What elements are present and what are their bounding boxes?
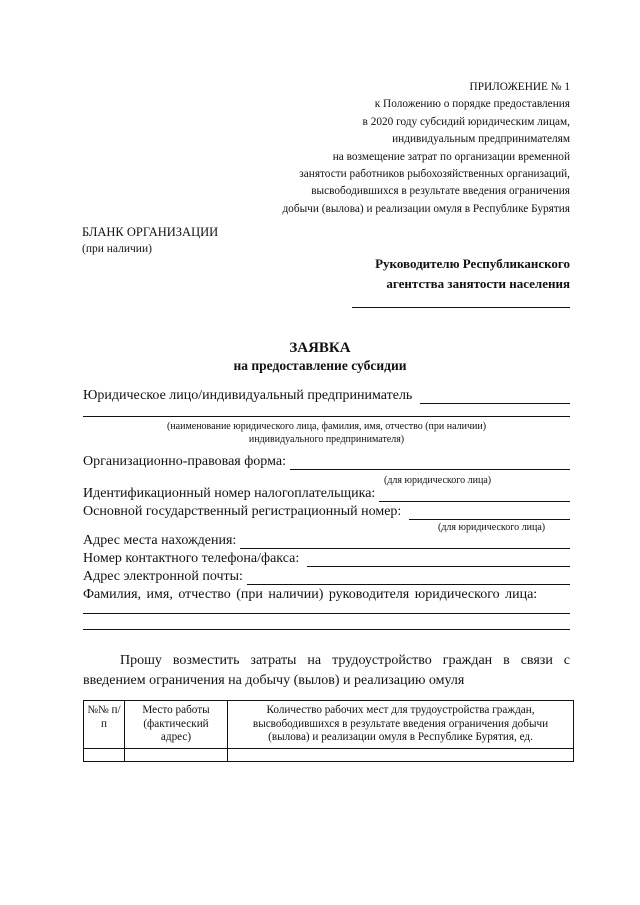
organization-letterhead <box>82 224 218 258</box>
table-row <box>84 748 574 761</box>
table-header-row <box>84 701 574 749</box>
head-field-line-2[interactable] <box>83 629 570 630</box>
recipient-block <box>270 254 570 314</box>
head-row <box>83 587 570 603</box>
entity-label: Юридическое лицо/индивидуальный предприниматель <box>83 388 413 403</box>
email-row <box>83 569 570 585</box>
request-paragraph: Прошу возместить затраты на трудоустройство граждан в связи с введением ограничения на добычу (вылов) и реализацию омуля <box>83 653 570 688</box>
legal-form-note: (для юридического лица) <box>384 475 492 486</box>
phone-row <box>83 551 570 567</box>
header-cell-job-count: Количество рабочих мест для трудоустройства граждан, высвободившихся в результате введения ограничения добычи (вылова) и реализации омуля в Республике Бурятия, ед. <box>228 701 574 749</box>
entity-note <box>83 420 570 446</box>
legal-form-field[interactable] <box>290 457 570 470</box>
ogrn-label: Основной государственный регистрационный номер: <box>83 504 402 519</box>
legal-form-label: Организационно-правовая форма: <box>83 454 286 469</box>
letterhead-title: БЛАНК ОРГАНИЗАЦИИ <box>82 225 219 239</box>
document-subtitle: на предоставление субсидии <box>233 358 407 373</box>
inn-field[interactable] <box>379 489 570 502</box>
address-row <box>83 533 570 549</box>
entity-note-line-2: индивидуального предпринимателя) <box>248 434 405 445</box>
recipient-line-2: агентства занятости населения <box>386 276 570 291</box>
head-label: Фамилия, имя, отчество (при наличии) руководителя юридического лица: <box>83 587 538 602</box>
header-cell-workplace: Место работы (фактический адрес) <box>125 701 228 749</box>
email-label: Адрес электронной почты: <box>83 569 243 584</box>
appendix-header <box>190 79 570 218</box>
phone-label: Номер контактного телефона/факса: <box>83 551 300 566</box>
table-cell-number[interactable] <box>84 748 125 761</box>
appendix-line: добычи (вылова) и реализации омуля в Республике Бурятия <box>282 202 570 215</box>
ogrn-note: (для юридического лица) <box>438 522 546 533</box>
email-field[interactable] <box>247 572 570 585</box>
ogrn-field[interactable] <box>409 507 570 520</box>
appendix-line: в 2020 году субсидий юридическим лицам, <box>362 115 570 128</box>
appendix-line: ПРИЛОЖЕНИЕ № 1 <box>469 81 570 93</box>
entity-note-line-1: (наименование юридического лица, фамилия, имя, отчество (при наличии) <box>166 421 487 432</box>
entity-field-line-2[interactable] <box>83 416 570 417</box>
appendix-line: на возмещение затрат по организации временной <box>332 150 570 163</box>
inn-row <box>83 486 570 502</box>
phone-field[interactable] <box>307 554 570 567</box>
header-cell-number: №№ п/п <box>84 701 125 749</box>
entity-field[interactable] <box>420 391 570 404</box>
table-cell-workplace[interactable] <box>125 748 228 761</box>
letterhead-note: (при наличии) <box>82 243 152 255</box>
ogrn-row <box>83 504 570 520</box>
inn-label: Идентификационный номер налогоплательщика: <box>83 486 376 501</box>
address-field[interactable] <box>240 536 570 549</box>
recipient-name-line[interactable] <box>352 297 570 308</box>
appendix-line: к Положению о порядке предоставления <box>374 98 570 111</box>
jobs-table <box>83 700 574 762</box>
address-label: Адрес места нахождения: <box>83 533 237 548</box>
appendix-line: занятости работников рыбохозяйственных организаций, <box>299 168 570 181</box>
entity-row <box>83 388 570 404</box>
document-title: ЗАЯВКА <box>289 340 351 356</box>
table-cell-job-count[interactable] <box>228 748 574 761</box>
appendix-line: высвободившихся в результате введения ограничения <box>311 185 570 198</box>
head-field-line-1[interactable] <box>83 613 570 614</box>
recipient-line-1: Руководителю Республиканского <box>375 256 570 271</box>
legal-form-row <box>83 454 570 470</box>
appendix-line: индивидуальным предпринимателям <box>392 133 570 146</box>
